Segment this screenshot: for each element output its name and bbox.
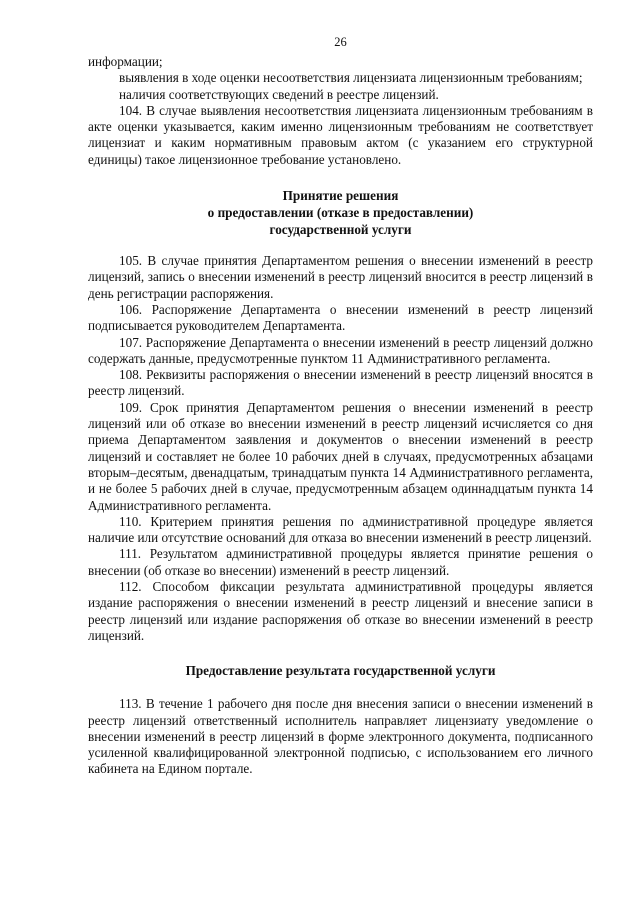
paragraph-113: 113. В течение 1 рабочего дня после дня внесения записи о внесении изменений в реестр лицензий ответственный исполнитель направляет лицензиату уведомление о внесении изменений в реестр лицензий в форме электронного документа, подписанного усиленной квалифицированной электронной подписью, с использованием его личного кабинета на Едином портале. xyxy=(88,696,593,777)
document-body xyxy=(88,54,593,778)
paragraph-105: 105. В случае принятия Департаментом решения о внесении изменений в реестр лицензий, запись о внесении изменений в реестр лицензий вносится в реестр лицензий в день регистрации распоряжения. xyxy=(88,253,593,301)
section-heading-line-1: Принятие решения xyxy=(282,188,399,204)
section-heading-decision xyxy=(88,187,593,238)
section-heading-line-3: государственной услуги xyxy=(269,222,412,238)
section-heading-line-2: о предоставлении (отказе в предоставлении) xyxy=(207,205,474,221)
section-heading-result: Предоставление результата государственной услуги xyxy=(185,663,496,679)
paragraph-112: 112. Способом фиксации результата административной процедуры является издание распоряжения о внесении изменений в реестр лицензий и внесение записи в реестр лицензий или издание распоряжения об отказе во внесении изменений в реестр лицензий. xyxy=(88,579,593,643)
paragraph-106: 106. Распоряжение Департамента о внесении изменений в реестр лицензий подписывается руководителем Департамента. xyxy=(88,301,593,334)
paragraph-108: 108. Реквизиты распоряжения о внесении изменений в реестр лицензий вносятся в реестр лицензий. xyxy=(88,367,593,399)
continuation-line-3: наличия соответствующих сведений в реестре лицензий. xyxy=(119,86,439,102)
continuation-line-1: информации; xyxy=(88,54,163,69)
continuation-line-2: выявления в ходе оценки несоответствия лицензиата лицензионным требованиям; xyxy=(119,70,583,86)
paragraph-109: 109. Срок принятия Департаментом решения о внесении изменений в реестр лицензий или об отказе во внесении изменений в реестр лицензий исчисляется со дня приема Департаментом заявления и документов о внесении изменений в реестр лицензий и составляет не более 10 рабочих дней в случаях, предусмотренных абзацами вторым–десятым, двенадцатым, тринадцатым пункта 14 Административного регламента, и не более 5 рабочих дней в случае, предусмотренным абзацем одиннадцатым пункта 14 Административного регламента. xyxy=(88,399,593,513)
paragraph-110: 110. Критерием принятия решения по административной процедуре является наличие или отсутствие оснований для отказа во внесении изменений в реестр лицензий. xyxy=(88,513,593,546)
paragraph-107: 107. Распоряжение Департамента о внесении изменений в реестр лицензий должно содержать данные, предусмотренные пунктом 11 Административного регламента. xyxy=(88,334,593,366)
paragraph-111: 111. Результатом административной процедуры является принятие решения о внесении (об отказе во внесении) изменений в реестр лицензий. xyxy=(88,546,593,578)
page-number: 26 xyxy=(334,35,347,49)
paragraph-104: 104. В случае выявления несоответствия лицензиата лицензионным требованиям в акте оценки указывается, каким именно лицензионным требованиям не соответствует лицензиат и каким нормативным правовым актом (с указанием его структурной единицы) такое лицензионное требование установлено. xyxy=(88,102,593,167)
